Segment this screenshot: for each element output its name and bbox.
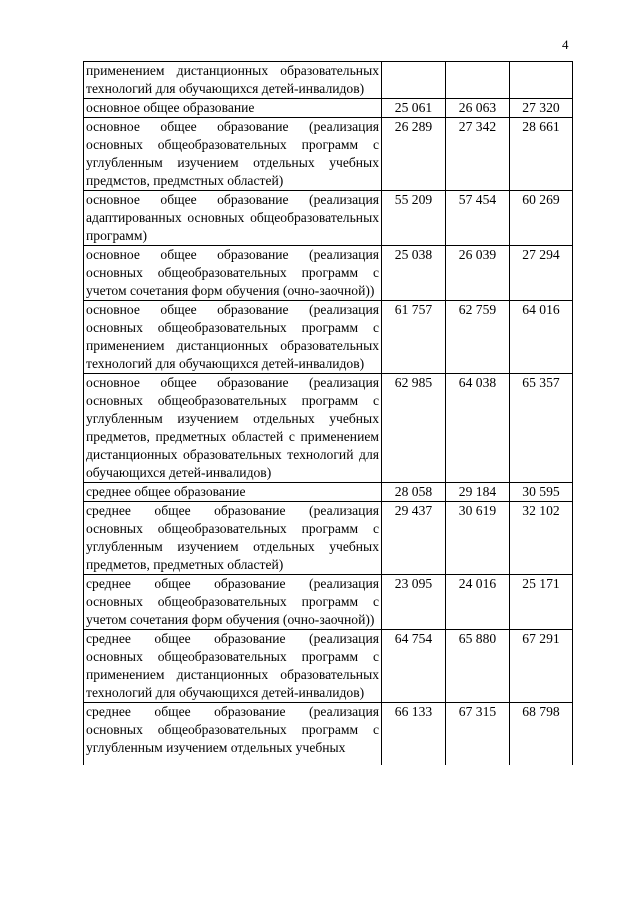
value-year-1: [382, 62, 446, 99]
value-year-3: 65 357: [510, 374, 573, 483]
value-year-2: 26 039: [446, 246, 510, 301]
value-year-3: 68 798: [510, 703, 573, 765]
value-year-1: 55 209: [382, 191, 446, 246]
value-year-3: 28 661: [510, 118, 573, 191]
table-row: [84, 630, 573, 703]
table-row: [84, 483, 573, 502]
table-row: [84, 99, 573, 118]
value-year-2: 27 342: [446, 118, 510, 191]
value-year-3: 67 291: [510, 630, 573, 703]
value-year-3: 30 595: [510, 483, 573, 502]
row-description-text: среднее общее образование (реализация основных общеобразовательных программ с углубленным изучением отдельных учебных: [86, 704, 379, 755]
value-year-3: 27 294: [510, 246, 573, 301]
row-description: основное общее образование (реализация основных общеобразовательных программ с углубленным изучением отдельных учебных предметов, предметных областей с применением дистанционных образовательных технологий для обучающихся детей-инвалидов): [84, 374, 382, 483]
value-year-1: 25 038: [382, 246, 446, 301]
row-description: основное общее образование: [84, 99, 382, 118]
row-description: среднее общее образование (реализация основных общеобразовательных программ с применением дистанционных образовательных технологий для обучающихся детей-инвалидов): [84, 630, 382, 703]
value-year-2: 57 454: [446, 191, 510, 246]
table-row: [84, 191, 573, 246]
value-year-2: 62 759: [446, 301, 510, 374]
value-year-3: 25 171: [510, 575, 573, 630]
value-year-3: [510, 62, 573, 99]
table-row: [84, 703, 573, 765]
row-description: среднее общее образование (реализация основных общеобразовательных программ с углубленным изучением отдельных учебных предметов, предметных областей): [84, 502, 382, 575]
table-row: [84, 374, 573, 483]
page-number: 4: [562, 37, 569, 52]
value-year-2: 65 880: [446, 630, 510, 703]
row-description: среднее общее образование (реализация основных общеобразовательных программ с учетом сочетания форм обучения (очно-заочной)): [84, 575, 382, 630]
row-description: [84, 703, 382, 765]
value-year-2: 30 619: [446, 502, 510, 575]
value-year-2: 24 016: [446, 575, 510, 630]
value-year-1: 62 985: [382, 374, 446, 483]
value-year-1: 64 754: [382, 630, 446, 703]
value-year-2: 64 038: [446, 374, 510, 483]
value-year-1: 29 437: [382, 502, 446, 575]
value-year-3: 64 016: [510, 301, 573, 374]
table-row: [84, 301, 573, 374]
table-row: [84, 575, 573, 630]
table-row: [84, 118, 573, 191]
value-year-1: 23 095: [382, 575, 446, 630]
row-description: основное общее образование (реализация основных общеобразовательных программ с применением дистанционных образовательных технологий для обучающихся детей-инвалидов): [84, 301, 382, 374]
cost-table: [83, 61, 573, 765]
value-year-1: 25 061: [382, 99, 446, 118]
value-year-2: 67 315: [446, 703, 510, 765]
value-year-2: 29 184: [446, 483, 510, 502]
value-year-2: 26 063: [446, 99, 510, 118]
row-description: основное общее образование (реализация адаптированных основных общеобразовательных программ): [84, 191, 382, 246]
table-row: [84, 502, 573, 575]
value-year-3: 60 269: [510, 191, 573, 246]
value-year-1: 26 289: [382, 118, 446, 191]
row-description: основное общее образование (реализация основных общеобразовательных программ с углубленным изучением отдельных учебных предмстов, предмстных областей): [84, 118, 382, 191]
table-row: [84, 246, 573, 301]
row-description: основное общее образование (реализация основных общеобразовательных программ с учетом сочетания форм обучения (очно-заочной)): [84, 246, 382, 301]
value-year-3: 32 102: [510, 502, 573, 575]
row-description: среднее общее образование: [84, 483, 382, 502]
value-year-3: 27 320: [510, 99, 573, 118]
row-description: применением дистанционных образовательных технологий для обучающихся детей-инвалидов): [84, 62, 382, 99]
table-row: [84, 62, 573, 99]
value-year-1: 61 757: [382, 301, 446, 374]
value-year-2: [446, 62, 510, 99]
value-year-1: 28 058: [382, 483, 446, 502]
value-year-1: 66 133: [382, 703, 446, 765]
